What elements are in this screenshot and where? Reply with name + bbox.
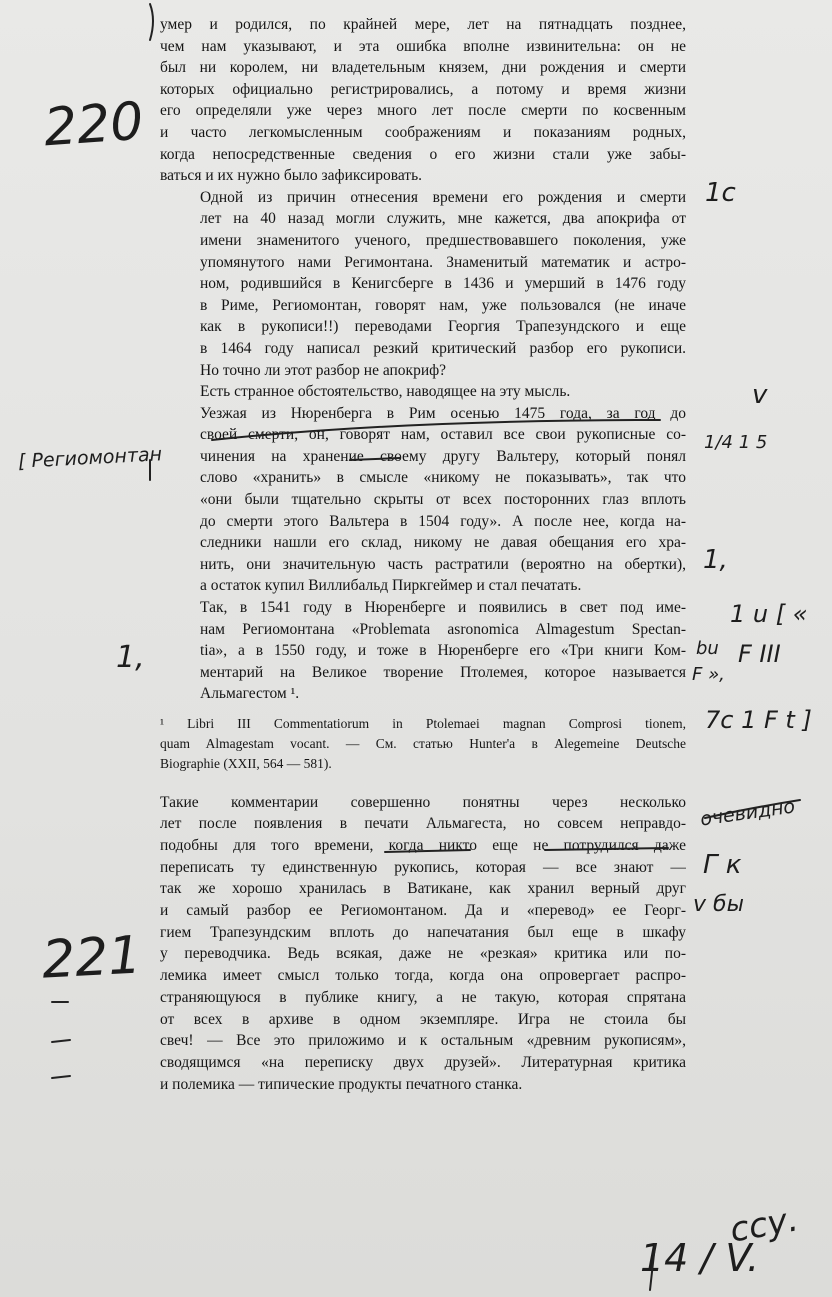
- paragraph5-line: ментарий на Великое творение Птолемея, которое называется: [200, 663, 686, 681]
- footnote-line: quam Almagestam vocant. — См. статью Hunter'a в Alegemeine Deutsche: [160, 736, 686, 751]
- paragraph2-line: ном, родившийся в Кенигсберге в 1436 и умерший в 1476 году: [200, 275, 686, 293]
- paragraph6-line: свеч! — Все это приложимо и к остальным «древним рукописям»,: [160, 1032, 686, 1050]
- paragraph1-line: умер и родился, по крайней мере, лет на пятнадцать позднее,: [160, 16, 686, 33]
- handwritten-mark-fraction: 1/4 1 5: [704, 432, 768, 453]
- paragraph5-line: нам Региомонтана «Problemata asronomica Almagestum Spectan-: [200, 620, 686, 638]
- paragraph4-line: нить, они значительную часть растратили (вероятно на обертки),: [200, 555, 686, 573]
- paragraph6-line: сводящимся «на переписку двух друзей». Литературная критика: [160, 1053, 686, 1071]
- handwritten-date: 14 / V.: [640, 1236, 760, 1280]
- paragraph2-line: имени знаменитого ученого, предшествовавшего поколения, уже: [200, 231, 686, 249]
- handwritten-mark-1c: 1c: [705, 178, 736, 208]
- paragraph6-line: гием Трапезундским вплоть до напечатания был еще в шкафу: [160, 923, 686, 941]
- handwritten-mark-gk: Г к: [703, 850, 742, 880]
- handwritten-mark-vby: v бы: [693, 892, 744, 917]
- underline-ochevidno: [705, 800, 800, 818]
- dash-mark-3: [52, 1076, 70, 1078]
- handwritten-page-221: 221: [40, 925, 143, 991]
- handwritten-mark-7c: 7c 1 F t ]: [705, 706, 812, 734]
- paragraph1-line: которых официально регистрировались, а потому и время жизни: [160, 80, 686, 98]
- paragraph6-line: и полемика — типические продукты печатного станка.: [160, 1075, 523, 1093]
- paragraph6-line: переписать ту единственную рукопись, которая — все знают —: [160, 858, 686, 876]
- handwritten-mark-f3: F III: [738, 640, 781, 668]
- paragraph6-line: у переводчика. Ведь всякая, даже не «резкая» критика или по-: [160, 945, 686, 963]
- footnote-line: ¹ Libri III Commentatiorum in Ptolemaei magnan Comprosi tionem,: [160, 716, 686, 731]
- paragraph1-line: когда непосредственные сведения о его жизни стали уже забы-: [160, 145, 686, 163]
- paragraph2-line: как в рукописи!!) переводами Георгия Трапезундского и еще: [200, 318, 686, 336]
- handwritten-mark-v: v: [752, 380, 768, 410]
- date-stroke: [650, 1245, 655, 1290]
- underline-rukopis: [385, 850, 470, 852]
- handwritten-mark-comma: 1,: [703, 545, 728, 575]
- paragraph6-line: страняющуюся в публике книгу, а не такую, которая спрятана: [160, 988, 686, 1006]
- handwritten-mark-bu: bu: [696, 638, 719, 659]
- paragraph6-line: так же хорошо хранилась в Ватикане, как хранил верный друг: [160, 880, 686, 898]
- paragraph5-line: tia», а в 1550 году, и тоже в Нюренберге его «Три книги Ком-: [200, 642, 686, 660]
- paragraph2-line: в Риме, Региомонтан, говорят нам, уже пользовался (не иначе: [200, 296, 686, 314]
- paragraph1-line: был ни королем, ни владетельным князем, дни рождения и смерти: [160, 59, 686, 77]
- paragraph2-line: лет на 40 назад могли служить, мне кажется, два апокрифа от: [200, 210, 686, 228]
- paragraph1-line: ваться и их нужно было зафиксировать.: [160, 167, 423, 185]
- footnote-line: Biographie (XXII, 564 — 581).: [160, 756, 332, 771]
- paragraph2-line: упомянутого нами Регимонтана. Знаменитый математик и астро-: [200, 253, 686, 271]
- paragraph6-line: лемика имеет смысл только тогда, когда она опровергает распро-: [160, 967, 686, 985]
- paragraph4-line: Уезжая из Нюренберга в Рим осенью 1475 года, за год до: [200, 404, 686, 422]
- paragraph1-line: и часто легкомысленным соображениям и показаниям родных,: [160, 123, 686, 141]
- bracket-mark: [150, 4, 153, 40]
- paragraph4-line: своей смерти, он, говорят нам, оставил все свои рукописные со-: [200, 426, 686, 444]
- paragraph5-line: Альмагестом ¹.: [200, 685, 300, 703]
- handwritten-page-220: 220: [42, 91, 146, 159]
- paragraph6-line: от всех в архиве в одном экземпляре. Игра не стоила бы: [160, 1010, 686, 1028]
- paragraph2-line: Одной из причин отнесения времени его рождения и смерти: [200, 188, 686, 206]
- paragraph4-line: слово «хранить» в смысле «никому не показывать», так что: [200, 469, 686, 487]
- paragraph1-line: чем нам указывают, и эта ошибка вполне извинительна: он не: [160, 37, 686, 55]
- handwritten-ochevidno: очевидно: [698, 795, 797, 831]
- handwritten-mark-fi: F »,: [692, 664, 725, 685]
- paragraph4-line: чинения на хранение своему другу Вальтеру, который понял: [200, 447, 686, 465]
- paragraph6-line: Такие комментарии совершенно понятны через несколько: [160, 793, 686, 811]
- paragraph2-line: в 1464 году написал резкий критический разбор его рукописи.: [200, 339, 686, 357]
- paragraph5-line: Так, в 1541 году в Нюренберге и появились в свет под име-: [200, 599, 686, 617]
- handwritten-mark-comma-left: 1,: [116, 640, 145, 675]
- paragraph6-line: подобны для того времени, когда никто еще не потрудился даже: [160, 836, 686, 854]
- paragraph2-line: Но точно ли этот разбор не апокриф?: [200, 361, 447, 379]
- paragraph3-line: Есть странное обстоятельство, наводящее на эту мысль.: [200, 383, 571, 401]
- handwritten-signature: ссу.: [727, 1199, 802, 1251]
- paragraph6-line: лет после появления в печати Альмагеста, но совсем неправдо-: [160, 815, 686, 833]
- dash-mark-2: [52, 1040, 70, 1042]
- handwritten-regiomontan: [ Региомонтан: [17, 443, 163, 473]
- strike-svoemu: [350, 458, 400, 460]
- paragraph4-line: до смерти этого Вальтера в 1504 году». А после нее, когда на-: [200, 512, 686, 530]
- paragraph4-line: «они были тщательно скрыты от всех посторонних глаз вплоть: [200, 491, 686, 509]
- paragraph1-line: его определяли уже через много лет после смерти по косвенным: [160, 102, 686, 120]
- curve-mark: [212, 420, 660, 440]
- paragraph6-line: и самый разбор ее Региомонтаном. Да и «перевод» ее Георг-: [160, 902, 686, 920]
- paragraph4-line: а остаток купил Виллибальд Пиркгеймер и стал печатать.: [200, 577, 582, 595]
- handwritten-mark-1u: 1 u [ «: [730, 600, 808, 628]
- paragraph4-line: следники нашли его склад, никому не давая обещания его хра-: [200, 534, 686, 552]
- strike-vse-znayut: [545, 848, 668, 850]
